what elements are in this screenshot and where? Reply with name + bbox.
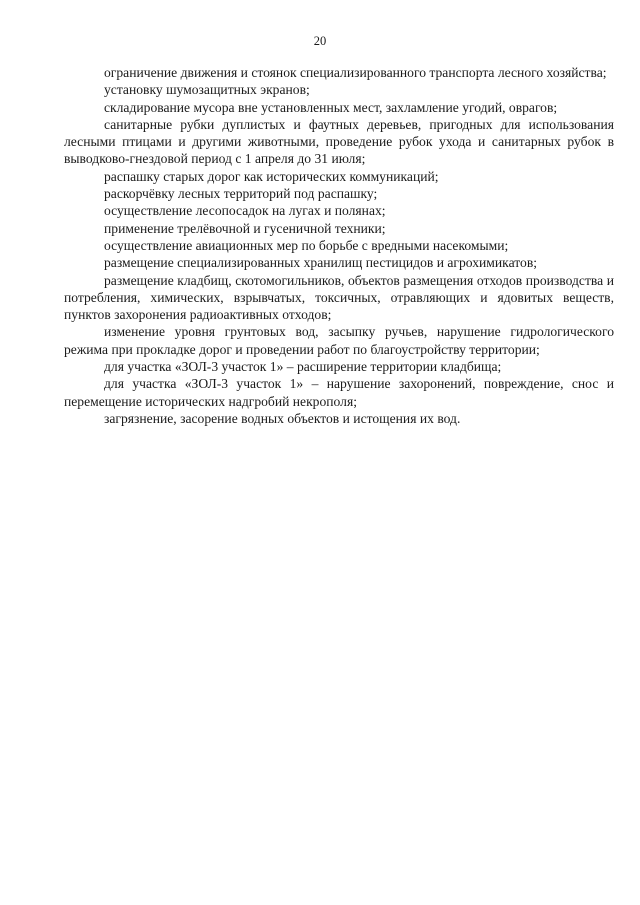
paragraph: размещение кладбищ, скотомогильников, объектов размещения отходов производства и потребления, химических, взрывчатых, токсичных, отравляющих и ядовитых веществ, пунктов захоронения радиоактивных отходов; [64,272,614,323]
paragraph: размещение специализированных хранилищ пестицидов и агрохимикатов; [104,255,538,271]
paragraph: установку шумозащитных экранов; [104,82,310,98]
paragraph: для участка «ЗОЛ-3 участок 1» – нарушение захоронений, повреждение, снос и перемещение исторических надгробий некрополя; [64,376,614,409]
paragraph: складирование мусора вне установленных мест, захламление угодий, оврагов; [104,99,558,115]
paragraph: ограничение движения и стоянок специализированного транспорта лесного хозяйства; [104,65,607,80]
paragraph: загрязнение, засорение водных объектов и истощения их вод. [104,410,461,426]
paragraph: для участка «ЗОЛ-3 участок 1» – расширение территории кладбища; [104,359,502,375]
page-number: 20 [313,34,327,48]
paragraph: применение трелёвочной и гусеничной техники; [104,220,386,236]
paragraph: изменение уровня грунтовых вод, засыпку ручьев, нарушение гидрологического режима при прокладке дорог и проведении работ по благоустройству территории; [64,324,614,357]
document-body [64,64,614,427]
paragraph: раскорчёвку лесных территорий под распашку; [104,186,378,202]
paragraph: осуществление лесопосадок на лугах и полянах; [104,203,386,219]
paragraph: санитарные рубки дуплистых и фаутных деревьев, пригодных для использования лесными птицами и другими животными, проведение рубок ухода и санитарных рубок в выводково-гнездовой период с 1 апреля до 31 июля; [64,116,614,167]
paragraph: распашку старых дорог как исторических коммуникаций; [104,168,439,184]
paragraph: осуществление авиационных мер по борьбе с вредными насекомыми; [104,237,509,253]
